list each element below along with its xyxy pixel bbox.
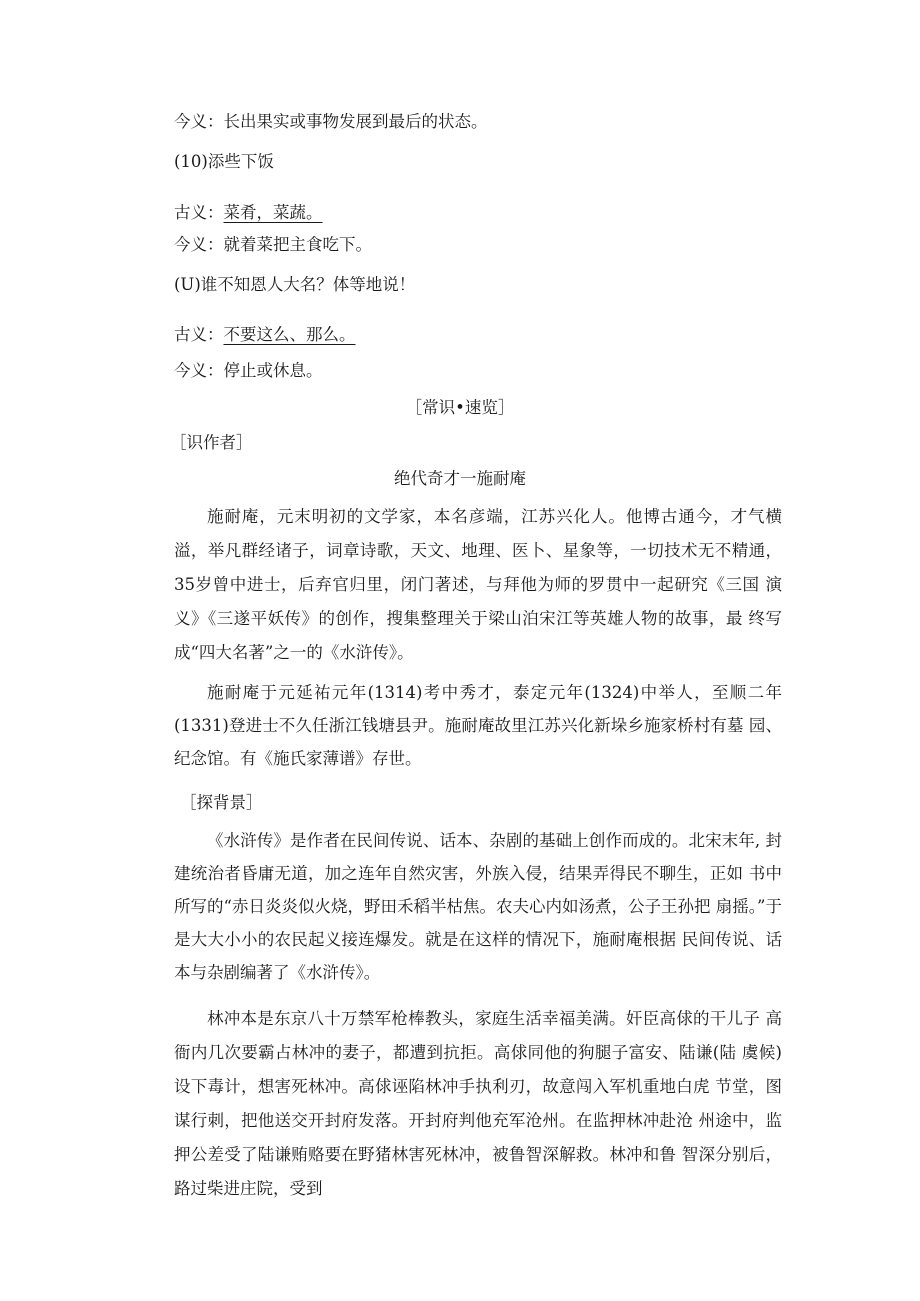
author-subheading: ［识作者］ [170,433,253,452]
section-heading: ［常识•速览］ [405,398,515,417]
vocab-line-ancient-meaning-2 [174,323,356,347]
vocab-line-modern-meaning-1: 今义：长出果实或事物发展到最后的状态。 [174,112,488,131]
vocab-line-modern-meaning-2: 今义：就着菜把主食吃下。 [174,235,372,254]
author-paragraph-2: 施耐庵于元延祐元年(1314)考中秀才，泰定元年(1324)中举人，至顺二年 (1331)登进士不久任浙江钱塘县尹。施耐庵故里江苏兴化新垛乡施家桥村有墓 园、纪念馆。有《施氏家薄谱》存世。 [174,683,782,768]
label-ancient: 古义： [174,325,224,344]
vocab-item-11: (U)谁不知恩人大名？体等地说！ [174,275,416,294]
ancient-definition: 不要这么、那么。 [223,325,356,344]
vocab-line-ancient-meaning-1 [174,201,323,225]
ancient-definition: 菜肴，菜蔬。 [223,203,323,222]
author-title: 绝代奇才一施耐庵 [394,469,526,488]
background-paragraph-2: 林冲本是东京八十万禁军枪棒教头，家庭生活幸福美满。奸臣高俅的干儿子 高衙内几次要霸占林冲的妻子，都遭到抗拒。高俅同他的狗腿子富安、陆谦(陆 虞候)设下毒计，想害死林冲。高俅诬陷林冲手执利刃，故意闯入军机重地白虎 节堂，图谋行刺，把他送交开封府发落。开封府判他充军沧州。在监押林冲赴沧 州途中，监押公差受了陆谦贿赂要在野猪林害死林冲，被鲁智深解救。林冲和鲁 智深分别后，路过柴进庄院，受到 [174,1009,782,1198]
label-ancient: 古义： [174,203,224,222]
background-subheading: ［探背景］ [180,793,263,812]
vocab-line-modern-meaning-3: 今义：停止或休息。 [174,361,323,380]
background-paragraph-1: 《水浒传》是作者在民间传说、话本、杂剧的基础上创作而成的。北宋末年, 封建统治者昏庸无道，加之连年自然灾害，外族入侵，结果弄得民不聊生，正如 书中所写的“赤日炎炎似火烧，野田禾稻半枯焦。农夫心内如汤煮，公子王孙把 扇摇。”于是大大小小的农民起义接连爆发。就是在这样的情况下，施耐庵根据 民间传说、话本与杂剧编著了《水浒传》。 [174,831,782,982]
author-paragraph-1: 施耐庵，元末明初的文学家，本名彦端，江苏兴化人。他博古通今，才气横 溢，举凡群经诸子，词章诗歌，天文、地理、医卜、星象等，一切技术无不精通，35岁曾中进士，后弃官归里，闭门著述，与拜他为师的罗贯中一起研究《三国 演义》《三遂平妖传》的创作，搜集整理关于梁山泊宋江等英雄人物的故事，最 终写成“四大名著”之一的《水浒传》。 [174,507,782,662]
vocab-item-10: (10)添些下饭 [174,152,274,171]
